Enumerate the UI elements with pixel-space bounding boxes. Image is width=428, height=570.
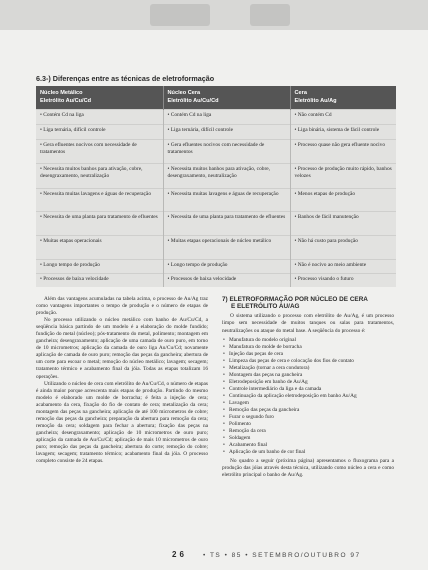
table-cell: • Necessita muitos banhos para ativação, cobre, desengraxamento, neutralização — [36, 163, 163, 188]
page-number: 26 — [172, 550, 187, 559]
table-row — [36, 139, 396, 163]
table-cell: • Gera efluentes nocivos com necessidade de tratamentos — [163, 139, 290, 163]
table-cell: • Menos etapas de produção — [290, 188, 396, 211]
list-item: • Injeção das peças de cera — [222, 351, 394, 358]
table-row — [36, 163, 396, 188]
body-paragraph: Utilizando o núcleo de cera com eletrólito de Au/Cu/Cd, o número de etapas é ainda maior porque acrescenta mais etapas de produção. Partindo do mesmo modelo é elaborado um molde de borracha; é feita a injeção de cera; acabamento da cera, fixação do fio de contato de cera; metalização da cera; montagem das peças na gancheira; aplicação de até 100 micrometros de cobre; remoção das peças da gancheira; preparação da abertura para remoção da cera; remoção da cera; soldagem para fechar a abertura; fixação das peças na gancheira; desengraxamento; aplicação de 10 micrometros de ouro puro; aplicação da camada de Au/Cu/Cd; aplicação de mais 10 micrometros de ouro puro; remoção das peças da gancheira; abertura do corte; remoção do cobre; lavagem; secagem; tratamento térmico; acabamento final da jóia. O processo completo consiste de 24 etapas. — [36, 380, 208, 465]
table-cell: • Contém Cd na liga — [163, 109, 290, 124]
right-column — [222, 296, 394, 479]
list-item: • Manufatura do modelo original — [222, 337, 394, 344]
table-cell: • Muitas etapas operacionais — [36, 235, 163, 259]
header-nucleo-metalico: Núcleo Metálico Eletrólito Au/Cu/Cd — [36, 86, 163, 109]
header-decoration — [150, 4, 210, 26]
table-cell: • Processo quase não gera efluente nocivo — [290, 139, 396, 163]
table-cell: • Processos de baixa velocidade — [163, 273, 290, 287]
table-row — [36, 188, 396, 211]
table-row — [36, 273, 396, 287]
comparison-table — [36, 86, 396, 287]
header-cera: Cera Eletrólito Au/Ag — [290, 86, 396, 109]
table-cell: • Longo tempo de produção — [36, 259, 163, 273]
table-cell: • Liga binária, sistema de fácil controle — [290, 124, 396, 139]
table-cell: • Necessita muitas lavagens e águas de recuperação — [163, 188, 290, 211]
table-cell: • Liga ternária, difícil controle — [36, 124, 163, 139]
table-cell: • Não há custo para produção — [290, 235, 396, 259]
table-cell: • Processo visando o futuro — [290, 273, 396, 287]
table-cell: • Não é nocivo ao meio ambiente — [290, 259, 396, 273]
list-item: • Continuação da aplicação eletrodeposição em banho Au/Ag — [222, 393, 394, 400]
publication-info: • TS • 85 • SETEMBRO/OUTUBRO 97 — [203, 552, 361, 559]
table-cell: • Necessita de uma planta para tratamento de efluentes — [163, 211, 290, 235]
list-item: • Lavagem — [222, 400, 394, 407]
table-row — [36, 235, 396, 259]
table-cell: • Liga ternária, difícil controle — [163, 124, 290, 139]
header-nucleo-cera: Núcleo Cera Eletrólito Au/Cu/Cd — [163, 86, 290, 109]
table-cell: • Banhos de fácil manutenção — [290, 211, 396, 235]
table-row — [36, 124, 396, 139]
top-band — [0, 0, 428, 30]
table-cell: • Necessita muitas lavagens e águas de recuperação — [36, 188, 163, 211]
closing-paragraph: No quadro a seguir (próxima página) apresentamos o fluxograma para a produção das jóias através desta técnica, utilizando como núcleo a cera e como eletrólito principal o banho de Au/Ag. — [222, 458, 394, 479]
list-item: • Metalização (tornar a cera condutora) — [222, 365, 394, 372]
table-cell: • Necessita muitos banhos para ativação, cobre, desengraxamento, neutralização — [163, 163, 290, 188]
table-cell: • Não contém Cd — [290, 109, 396, 124]
body-paragraph: Além das vantagens acumuladas na tabela acima, o processo de Au/Ag traz como vantagens importantes o tempo de produção e o número de etapas de produção. — [36, 296, 208, 317]
intro-paragraph: O sistema utilizando o processo com eletrólito de Au/Ag, é um processo limpo sem necessidade de muitos tanques ou salas para tratamentos, neutralizações ou ataque do metal base. A seqüência do processo é: — [222, 313, 394, 334]
list-item: • Montagem das peças na gancheira — [222, 372, 394, 379]
list-item: • Manufatura do molde de borracha — [222, 344, 394, 351]
list-item: • Acabamento final — [222, 442, 394, 449]
table-header-row — [36, 86, 396, 109]
table-row — [36, 109, 396, 124]
table-cell: • Processos de baixa velocidade — [36, 273, 163, 287]
list-item: • Furar o segundo furo — [222, 414, 394, 421]
list-item: • Soldagem — [222, 435, 394, 442]
table-cell: • Gera efluentes nocivos com necessidade de tratamentos — [36, 139, 163, 163]
page-footer — [0, 550, 428, 562]
table-row — [36, 259, 396, 273]
list-item: • Remoção das peças da gancheira — [222, 407, 394, 414]
table-cell: • Processo de produção muito rápido, banhos velozes — [290, 163, 396, 188]
list-item: • Polimento — [222, 421, 394, 428]
table-cell: • Contém Cd na liga — [36, 109, 163, 124]
table-cell: • Muitas etapas operacionais de núcleo metálico — [163, 235, 290, 259]
process-steps-list — [222, 337, 394, 457]
body-paragraph: No processo utilizando o núcleo metálico com banho de Au/Cu/Cd, a seqüência básica partindo de um modelo é a elaboração do molde fundido; fundição do metal (núcleo); pós-tratamento do metal, polimento; montagem em gancheira; desengraxamento; aplicação de uma camada de ouro puro, em torno de 10 micrometros; aplicação da camada de ouro liga Au/Cu/Cd; novamente aplicação de camada de ouro puro; remoção das peças da gancheira; abertura de um corte para escoar o metal; remoção do núcleo metálico; lavagem; secagem; tratamento térmico e acabamento final da jóia. Todas as etapas totalizam 16 operações. — [36, 317, 208, 380]
table-cell: • Longo tempo de produção — [163, 259, 290, 273]
list-item: • Eletrodeposição em banho de Au/Ag — [222, 379, 394, 386]
list-item: • Aplicação de um banho de cor final — [222, 449, 394, 456]
header-decoration — [250, 4, 290, 26]
table-cell: • Necessita de uma planta para tratamento de efluentes — [36, 211, 163, 235]
section-title: 7) ELETROFORMAÇÃO POR NÚCLEO DE CERA E ELETRÓLITO AU/AG — [222, 296, 368, 311]
list-item: • Limpeza das peças de cera e colocação dos fios de contato — [222, 358, 394, 365]
section-heading: 6.3-) Diferenças entre as técnicas de eletroformação — [36, 74, 215, 83]
list-item: • Remoção da cera — [222, 428, 394, 435]
list-item: • Controle intermediário da liga e da camada — [222, 386, 394, 393]
left-column — [36, 296, 208, 465]
table-row — [36, 211, 396, 235]
